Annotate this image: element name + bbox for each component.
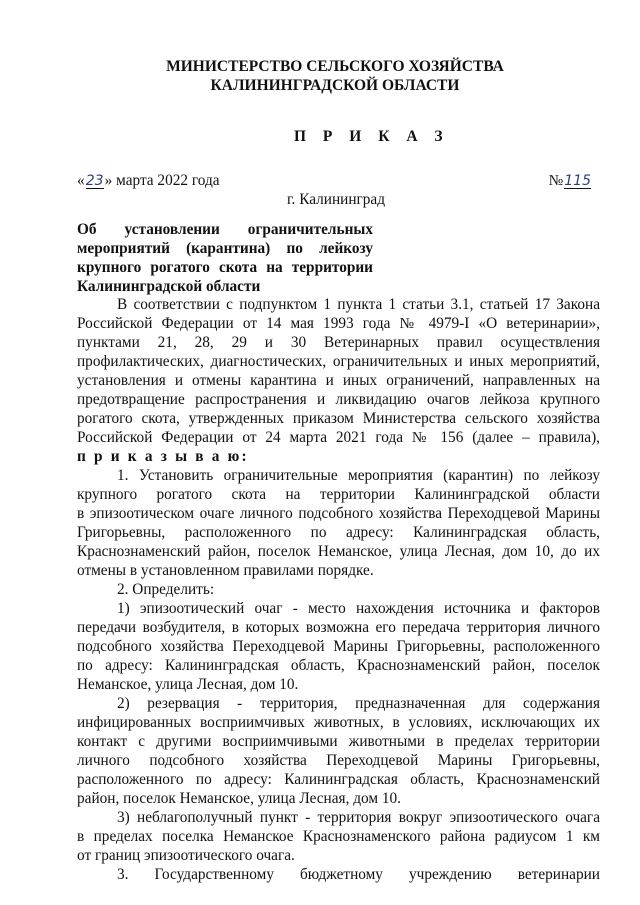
- preamble-line: предотвращение распространения и ликвидацию очагов лейкоза крупного: [77, 391, 600, 408]
- subject-line: Калининградской области: [77, 278, 261, 295]
- item2-2-line: 2) резервация - территория, предназначенная для содержания: [117, 695, 600, 712]
- subject-line: мероприятий (карантина) по лейкозу: [77, 240, 373, 257]
- preamble-line: Российской Федерации от 24 марта 2021 года № 156 (далее – правила),: [77, 429, 600, 446]
- number-handwritten: 115: [564, 173, 591, 189]
- order-subject: [77, 220, 373, 296]
- preamble-line: Российской Федерации от 14 мая 1993 года № 4979-I «О ветеринарии»,: [77, 315, 600, 332]
- item3-line: 3. Государственному бюджетному учреждению ветеринарии: [117, 866, 600, 883]
- subject-line: крупного рогатого скота на территории: [77, 259, 373, 276]
- item2-1-line: по адресу: Калининградская область, Краснознаменский район, поселок: [77, 657, 600, 674]
- item2-3-line: 3) неблагополучный пункт - территория вокруг эпизоотического очага: [117, 809, 600, 826]
- ministry-header: [120, 57, 550, 95]
- item1-line: Краснознаменский район, поселок Неманское, улица Лесная, дом 10, до их: [77, 543, 600, 560]
- item1-line: в эпизоотическом очаге личного подсобного хозяйства Переходцевой Марины: [77, 505, 600, 522]
- preamble-line: установления и отмены карантина и иных ограничений, направленных на: [77, 372, 600, 389]
- item1-line: крупного рогатого скота на территории Калининградской области: [77, 486, 600, 503]
- preamble-line: профилактических, диагностических, ограничительных и иных мероприятий,: [77, 353, 600, 370]
- item2-2-line: личного подсобного хозяйства Переходцевой Марины Григорьевны,: [77, 752, 600, 769]
- item2-2-line: инфицированных восприимчивых животных, в условиях, исключающих их: [77, 714, 600, 731]
- order-word-text: п р и к а з ы в а ю:: [77, 448, 249, 465]
- item2-1-line: 1) эпизоотический очаг - место нахождения источника и факторов: [117, 600, 600, 617]
- item2-1-line: подсобного хозяйства Переходцевой Марины Григорьевны, расположенного: [77, 638, 600, 655]
- preamble-line: В соответствии с подпунктом 1 пункта 1 статьи 3.1, статьей 17 Закона: [117, 296, 600, 313]
- item2-2-line: район, поселок Неманское, улица Лесная, дом 10.: [77, 790, 401, 807]
- number-sign: №: [548, 172, 564, 189]
- order-number: [549, 171, 592, 190]
- item1-line: Григорьевны, расположенного по адресу: Калининградская область,: [77, 524, 600, 541]
- item1-line: 1. Установить ограничительные мероприятия (карантин) по лейкозу: [117, 467, 600, 484]
- item1-line: отмены в установленном правилами порядке.: [77, 562, 374, 579]
- item2-1-line: Неманское, улица Лесная, дом 10.: [77, 676, 299, 693]
- order-date: [77, 171, 220, 190]
- item2-heading: 2. Определить:: [117, 581, 215, 598]
- item2-3-line: от границ эпизоотического очага.: [77, 847, 295, 864]
- date-day-handwritten: 23: [85, 173, 104, 189]
- item2-1-line: передачи возбудителя, в которых возможна его передача территория личного: [77, 619, 600, 636]
- order-body: [77, 295, 600, 884]
- date-open-quote: «: [77, 172, 85, 189]
- item2-2-line: контакт с другими восприимчивыми животными в пределах территории: [77, 733, 600, 750]
- item2-3-line: в пределах поселка Неманское Краснознаменского района радиусом 1 км: [77, 828, 600, 845]
- ministry-line-2: КАЛИНИНГРАДСКОЙ ОБЛАСТИ: [210, 77, 460, 94]
- date-rest: » марта 2022 года: [104, 172, 220, 189]
- ministry-line-1: МИНИСТЕРСТВО СЕЛЬСКОГО ХОЗЯЙСТВА: [166, 58, 504, 75]
- order-title: П Р И К А З: [294, 128, 450, 145]
- preamble-line: рогатого скота, утвержденных приказом Министерства сельского хозяйства: [77, 410, 600, 427]
- preamble-line: пунктами 21, 28, 29 и 30 Ветеринарных правил осуществления: [77, 334, 600, 351]
- order-word: [77, 447, 600, 466]
- item2-2-line: расположенного по адресу: Калининградская область, Краснознаменский: [77, 771, 600, 788]
- subject-line: Об установлении ограничительных: [77, 221, 373, 238]
- city: г. Калининград: [287, 191, 385, 208]
